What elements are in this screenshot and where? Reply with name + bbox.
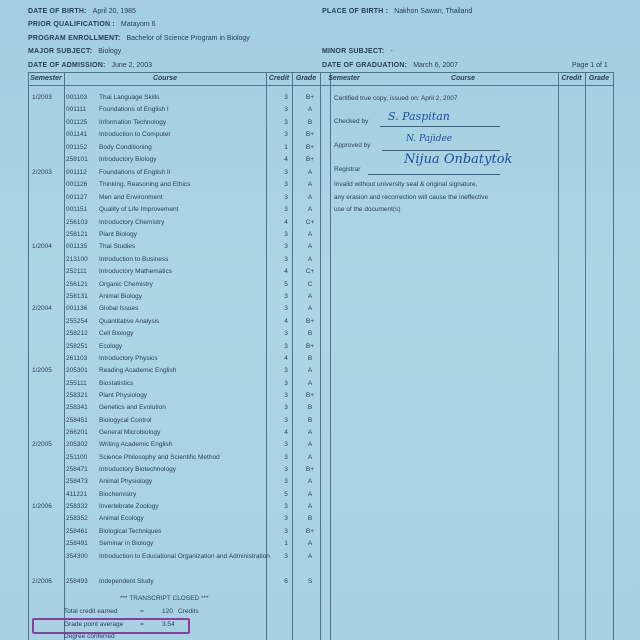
course-credit: 4 bbox=[284, 429, 288, 436]
course-code: 258101 bbox=[66, 156, 88, 163]
course-credit: 3 bbox=[284, 367, 288, 374]
course-name: Biological Techniques bbox=[99, 528, 162, 535]
course-name: Introduction to Computer bbox=[99, 131, 171, 138]
course-name: Biochemistry bbox=[99, 491, 137, 498]
admission-label: DATE OF ADMISSION: bbox=[28, 62, 106, 69]
course-code: 258131 bbox=[66, 293, 88, 300]
col-course-left: Course bbox=[152, 75, 178, 82]
course-semester: 2/2004 bbox=[32, 305, 52, 312]
course-code: 258352 bbox=[66, 515, 88, 522]
course-name: Introductory Biotechnology bbox=[99, 466, 176, 473]
course-code: 001103 bbox=[66, 94, 88, 101]
course-semester: 1/2006 bbox=[32, 503, 52, 510]
column-header-divider bbox=[28, 85, 614, 86]
course-credit: 3 bbox=[284, 417, 288, 424]
course-name: Introduction to Business bbox=[99, 256, 169, 263]
course-grade: A bbox=[307, 478, 313, 485]
course-credit: 4 bbox=[284, 268, 288, 275]
course-grade: B bbox=[307, 330, 313, 337]
dob-value: April 20, 1985 bbox=[92, 8, 136, 15]
course-semester: 1/2004 bbox=[32, 243, 52, 250]
course-grade: B+ bbox=[305, 392, 315, 399]
course-code: 001141 bbox=[66, 131, 88, 138]
course-grade: A bbox=[307, 380, 313, 387]
course-code: 258212 bbox=[66, 330, 88, 337]
course-code: 258321 bbox=[66, 392, 88, 399]
course-credit: 3 bbox=[284, 181, 288, 188]
course-grade: A bbox=[307, 491, 313, 498]
minor-field bbox=[322, 47, 393, 56]
course-grade: S bbox=[307, 578, 313, 585]
course-name: Information Technology bbox=[99, 119, 167, 126]
approved-by-label: Approved by bbox=[334, 142, 371, 149]
course-code: 258461 bbox=[66, 528, 88, 535]
course-code: 258473 bbox=[66, 478, 88, 485]
course-grade: A bbox=[307, 256, 313, 263]
col-semester-right: Semester bbox=[328, 75, 360, 82]
course-name: Organic Chemistry bbox=[99, 281, 153, 288]
course-credit: 3 bbox=[284, 380, 288, 387]
gpa-value: 3.54 bbox=[162, 621, 175, 628]
col-credit-right: Credit bbox=[561, 75, 582, 82]
col-credit-left: Credit bbox=[268, 75, 290, 82]
total-credit-eq: = bbox=[140, 608, 144, 615]
table-border-left bbox=[28, 73, 29, 640]
course-code: 258121 bbox=[66, 231, 88, 238]
course-credit: 3 bbox=[284, 293, 288, 300]
course-code: 001111 bbox=[66, 106, 87, 113]
course-grade: B+ bbox=[305, 94, 315, 101]
program-label: PROGRAM ENROLLMENT: bbox=[28, 35, 121, 42]
course-name: Ecology bbox=[99, 343, 123, 350]
course-grade: B+ bbox=[305, 144, 315, 151]
course-credit: 3 bbox=[284, 94, 288, 101]
course-code: 258341 bbox=[66, 404, 88, 411]
course-code: 255111 bbox=[66, 380, 87, 387]
course-name: Foundations of English I bbox=[99, 106, 169, 113]
course-name: Genetics and Evolution bbox=[99, 404, 166, 411]
course-credit: 3 bbox=[284, 305, 288, 312]
course-code: 001125 bbox=[66, 119, 88, 126]
course-code: 266201 bbox=[66, 429, 88, 436]
graduation-value: March 6, 2007 bbox=[413, 62, 458, 69]
gpa-highlight-box bbox=[32, 618, 190, 634]
column-divider bbox=[585, 73, 586, 640]
course-grade: A bbox=[307, 194, 313, 201]
course-name: Quantitative Analysis bbox=[99, 318, 160, 325]
course-code: 001135 bbox=[66, 243, 88, 250]
course-credit: 3 bbox=[284, 392, 288, 399]
course-grade: A bbox=[307, 231, 313, 238]
course-credit: 3 bbox=[284, 515, 288, 522]
course-credit: 6 bbox=[284, 578, 288, 585]
course-grade: A bbox=[307, 243, 313, 250]
prior-qualification-field bbox=[28, 20, 156, 29]
course-credit: 3 bbox=[284, 256, 288, 263]
course-grade: B+ bbox=[305, 343, 315, 350]
course-grade: B+ bbox=[305, 466, 315, 473]
approved-by-signature: N. Pajidee bbox=[406, 134, 453, 144]
course-grade: A bbox=[307, 553, 313, 560]
course-name: Plant Biology bbox=[99, 231, 137, 238]
course-name: Animal Biology bbox=[99, 293, 142, 300]
course-name: Science Philosophy and Scientific Method bbox=[99, 454, 220, 461]
course-name: Reading Academic English bbox=[99, 367, 177, 374]
graduation-field bbox=[322, 61, 458, 70]
course-code: 411221 bbox=[66, 491, 88, 498]
course-code: 001126 bbox=[66, 181, 88, 188]
course-name: Thai Language Skills bbox=[99, 94, 160, 101]
course-credit: 3 bbox=[284, 528, 288, 535]
major-field bbox=[28, 47, 121, 56]
total-credit-unit: Credits bbox=[178, 608, 199, 615]
course-credit: 3 bbox=[284, 119, 288, 126]
course-name: Biostatistics bbox=[99, 380, 134, 387]
course-grade: C+ bbox=[305, 268, 315, 275]
course-semester: 1/2003 bbox=[32, 94, 52, 101]
table-border-right bbox=[613, 73, 614, 640]
course-code: 354300 bbox=[66, 553, 88, 560]
col-grade-left: Grade bbox=[295, 75, 317, 82]
gpa-label: Grade point average bbox=[64, 621, 124, 628]
course-credit: 3 bbox=[284, 553, 288, 560]
course-grade: C+ bbox=[305, 219, 315, 226]
course-code: 261103 bbox=[66, 355, 88, 362]
course-code: 258493 bbox=[66, 578, 88, 585]
course-credit: 5 bbox=[284, 281, 288, 288]
prior-value: Matayom 6 bbox=[120, 21, 156, 28]
course-grade: A bbox=[307, 206, 313, 213]
graduation-label: DATE OF GRADUATION: bbox=[322, 62, 408, 69]
course-name: Men and Environment bbox=[99, 194, 163, 201]
course-code: 251100 bbox=[66, 454, 88, 461]
course-code: 258332 bbox=[66, 503, 88, 510]
course-grade: A bbox=[307, 106, 313, 113]
checked-by-label: Checked by bbox=[334, 118, 369, 125]
course-code: 258491 bbox=[66, 540, 88, 547]
invalid-notice-3: use of the document(s) bbox=[334, 206, 401, 213]
course-grade: B+ bbox=[305, 528, 315, 535]
course-name: Plant Physiology bbox=[99, 392, 148, 399]
course-grade: A bbox=[307, 540, 313, 547]
prior-label: PRIOR QUALIFICATION : bbox=[28, 21, 115, 28]
course-code: 252111 bbox=[66, 268, 87, 275]
course-name: Introductory Chemistry bbox=[99, 219, 165, 226]
dob-field bbox=[28, 7, 136, 16]
course-name: General Microbiology bbox=[99, 429, 161, 436]
course-name: Animal Physiology bbox=[99, 478, 153, 485]
course-name: Introduction to Educational Organization and Administration bbox=[99, 553, 270, 560]
course-name: Foundations of English II bbox=[99, 169, 171, 176]
course-code: 256103 bbox=[66, 219, 88, 226]
course-code: 258471 bbox=[66, 466, 88, 473]
course-credit: 3 bbox=[284, 206, 288, 213]
course-credit: 4 bbox=[284, 219, 288, 226]
course-credit: 5 bbox=[284, 491, 288, 498]
minor-value: - bbox=[390, 48, 393, 55]
invalid-notice-2: any erasion and recorrection will cause the ineffective bbox=[334, 194, 489, 201]
course-semester: 2/2006 bbox=[32, 578, 52, 585]
invalid-notice-1: Invalid without university seal & original signature, bbox=[334, 181, 478, 188]
col-semester-left: Semester bbox=[30, 75, 62, 82]
course-credit: 3 bbox=[284, 243, 288, 250]
course-code: 001112 bbox=[66, 169, 87, 176]
course-credit: 3 bbox=[284, 194, 288, 201]
course-credit: 1 bbox=[284, 540, 288, 547]
course-credit: 3 bbox=[284, 454, 288, 461]
course-name: Body Conditioning bbox=[99, 144, 152, 151]
total-credit-value: 120 bbox=[162, 608, 173, 615]
course-grade: B bbox=[307, 404, 313, 411]
page-number: Page 1 of 1 bbox=[572, 62, 608, 69]
major-label: MAJOR SUBJECT: bbox=[28, 48, 93, 55]
course-credit: 4 bbox=[284, 156, 288, 163]
col-grade-right: Grade bbox=[588, 75, 610, 82]
course-name: Animal Ecology bbox=[99, 515, 144, 522]
course-name: Introductory Biology bbox=[99, 156, 157, 163]
course-credit: 3 bbox=[284, 404, 288, 411]
course-credit: 3 bbox=[284, 503, 288, 510]
course-grade: B+ bbox=[305, 318, 315, 325]
course-semester: 2/2003 bbox=[32, 169, 52, 176]
course-grade: C bbox=[307, 281, 313, 288]
course-credit: 3 bbox=[284, 131, 288, 138]
course-name: Invertebrate Zoology bbox=[99, 503, 159, 510]
course-code: 205301 bbox=[66, 367, 88, 374]
pob-label: PLACE OF BIRTH : bbox=[322, 8, 389, 15]
course-grade: A bbox=[307, 503, 313, 510]
transcript-closed: *** TRANSCRIPT CLOSED *** bbox=[120, 595, 209, 602]
course-credit: 1 bbox=[284, 144, 288, 151]
total-credit-label: Total credit earned bbox=[64, 608, 118, 615]
certified-text: Certified true copy, issued on: April 2, 2007 bbox=[334, 95, 458, 102]
course-credit: 4 bbox=[284, 318, 288, 325]
course-grade: A bbox=[307, 367, 313, 374]
course-semester: 1/2005 bbox=[32, 367, 52, 374]
course-code: 001151 bbox=[66, 206, 88, 213]
course-grade: B+ bbox=[305, 131, 315, 138]
course-grade: B bbox=[307, 119, 313, 126]
column-divider bbox=[330, 73, 331, 640]
registrar-line bbox=[368, 174, 500, 175]
course-credit: 3 bbox=[284, 478, 288, 485]
course-grade: A bbox=[307, 429, 313, 436]
pob-value: Nakhon Sawan, Thailand bbox=[394, 8, 473, 15]
course-code: 205302 bbox=[66, 441, 88, 448]
checked-by-line bbox=[380, 126, 500, 127]
course-code: 001127 bbox=[66, 194, 88, 201]
column-divider bbox=[64, 73, 65, 640]
checked-by-signature: S. Paspitan bbox=[388, 110, 450, 123]
course-credit: 3 bbox=[284, 169, 288, 176]
program-value: Bachelor of Science Program in Biology bbox=[126, 35, 250, 42]
course-name: Introductory Mathematics bbox=[99, 268, 172, 275]
course-grade: A bbox=[307, 169, 313, 176]
admission-value: June 2, 2003 bbox=[111, 62, 152, 69]
column-divider bbox=[558, 73, 559, 640]
course-grade: A bbox=[307, 441, 313, 448]
major-value: Biology bbox=[98, 48, 122, 55]
gpa-eq: = bbox=[140, 621, 144, 628]
admission-field bbox=[28, 61, 152, 70]
program-field bbox=[28, 34, 250, 43]
course-credit: 3 bbox=[284, 343, 288, 350]
course-grade: B+ bbox=[305, 156, 315, 163]
course-name: Thai Studies bbox=[99, 243, 136, 250]
dob-label: DATE OF BIRTH: bbox=[28, 8, 87, 15]
course-grade: A bbox=[307, 181, 313, 188]
course-name: Global Issues bbox=[99, 305, 139, 312]
course-name: Cell Biology bbox=[99, 330, 134, 337]
transcript-table bbox=[28, 73, 614, 640]
course-name: Writing Academic English bbox=[99, 441, 173, 448]
course-code: 001152 bbox=[66, 144, 88, 151]
course-code: 001136 bbox=[66, 305, 88, 312]
course-semester: 2/2005 bbox=[32, 441, 52, 448]
course-credit: 3 bbox=[284, 330, 288, 337]
degree-label: Degree conferred bbox=[64, 633, 115, 640]
course-code: 258451 bbox=[66, 417, 88, 424]
course-credit: 3 bbox=[284, 441, 288, 448]
course-credit: 3 bbox=[284, 466, 288, 473]
course-code: 258251 bbox=[66, 343, 88, 350]
course-credit: 3 bbox=[284, 106, 288, 113]
pob-field bbox=[322, 7, 472, 16]
minor-label: MINOR SUBJECT: bbox=[322, 48, 385, 55]
course-name: Biologycal Control bbox=[99, 417, 152, 424]
course-name: Independent Study bbox=[99, 578, 154, 585]
course-grade: B bbox=[307, 355, 313, 362]
course-grade: A bbox=[307, 454, 313, 461]
course-grade: A bbox=[307, 305, 313, 312]
course-code: 256121 bbox=[66, 281, 88, 288]
course-grade: B bbox=[307, 417, 313, 424]
course-grade: B bbox=[307, 515, 313, 522]
course-grade: A bbox=[307, 293, 313, 300]
course-credit: 4 bbox=[284, 355, 288, 362]
col-course-right: Course bbox=[450, 75, 476, 82]
course-name: Seminar in Biology bbox=[99, 540, 154, 547]
registrar-label: Registrar bbox=[334, 166, 361, 173]
approved-by-line bbox=[382, 150, 500, 151]
course-name: Quality of Life Improvement bbox=[99, 206, 179, 213]
course-code: 255254 bbox=[66, 318, 88, 325]
course-name: Thinking, Reasoning and Ethics bbox=[99, 181, 191, 188]
course-code: 213100 bbox=[66, 256, 88, 263]
registrar-signature: Nijua Onbatytok bbox=[404, 152, 513, 167]
column-divider bbox=[292, 73, 293, 640]
course-name: Introductory Physics bbox=[99, 355, 158, 362]
course-credit: 3 bbox=[284, 231, 288, 238]
